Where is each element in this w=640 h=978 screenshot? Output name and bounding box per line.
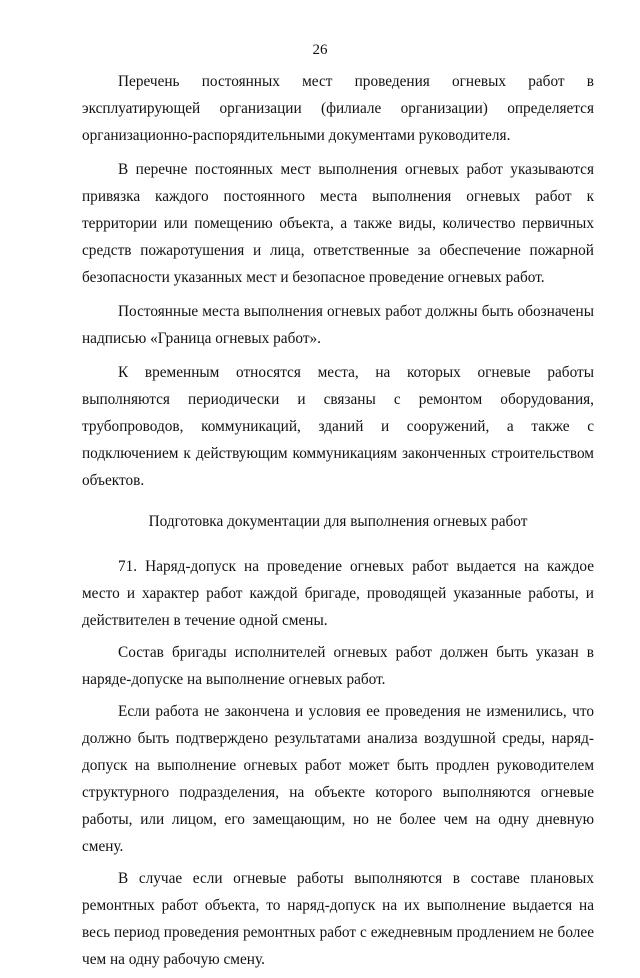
paragraph-team-composition: Состав бригады исполнителей огневых работ должен быть указан в наряде-допуске на выполнение огневых работ. <box>82 644 594 688</box>
paragraph-temporary-places: К временным относятся места, на которых огневые работы выполняются периодически и связаны с ремонтом оборудования, трубопроводов, коммуникаций, зданий и сооружений, а также с подключением к действующим коммуникациям законченных строительством объектов. <box>82 364 594 489</box>
document-body <box>82 68 594 978</box>
section-heading: Подготовка документации для выполнения огневых работ <box>148 513 528 530</box>
paragraph-permanent-places-list: Перечень постоянных мест проведения огневых работ в эксплуатирующей организации (филиале организации) определяется организационно-распорядительными документами руководителя. <box>82 73 594 144</box>
paragraph-work-permit: 71. Наряд-допуск на проведение огневых работ выдается на каждое место и характер работ каждой бригаде, проводящей указанные работы, и действителен в течение одной смены. <box>82 558 594 629</box>
paragraph-boundary-sign: Постоянные места выполнения огневых работ должны быть обозначены надписью «Граница огневых работ». <box>82 303 594 347</box>
page-number: 26 <box>312 42 328 58</box>
paragraph-list-contents: В перечне постоянных мест выполнения огневых работ указываются привязка каждого постоянного места выполнения огневых работ к территории или помещению объекта, а также виды, количество первичных средств пожаротушения и лица, ответственные за обеспечение пожарной безопасности указанных мест и безопасное проведение огневых работ. <box>82 161 594 286</box>
paragraph-permit-extension: Если работа не закончена и условия ее проведения не изменились, что должно быть подтверждено результатами анализа воздушной среды, наряд-допуск на выполнение огневых работ может быть продлен руководителем структурного подразделения, на объекте которого выполняются огневые работы, или лицом, его замещающим, но не более чем на одну дневную смену. <box>82 703 594 855</box>
paragraph-planned-repairs: В случае если огневые работы выполняются в составе плановых ремонтных работ объекта, то наряд-допуск на их выполнение выдается на весь период проведения ремонтных работ с ежедневным продлением не более чем на одну рабочую смену. <box>82 870 594 968</box>
